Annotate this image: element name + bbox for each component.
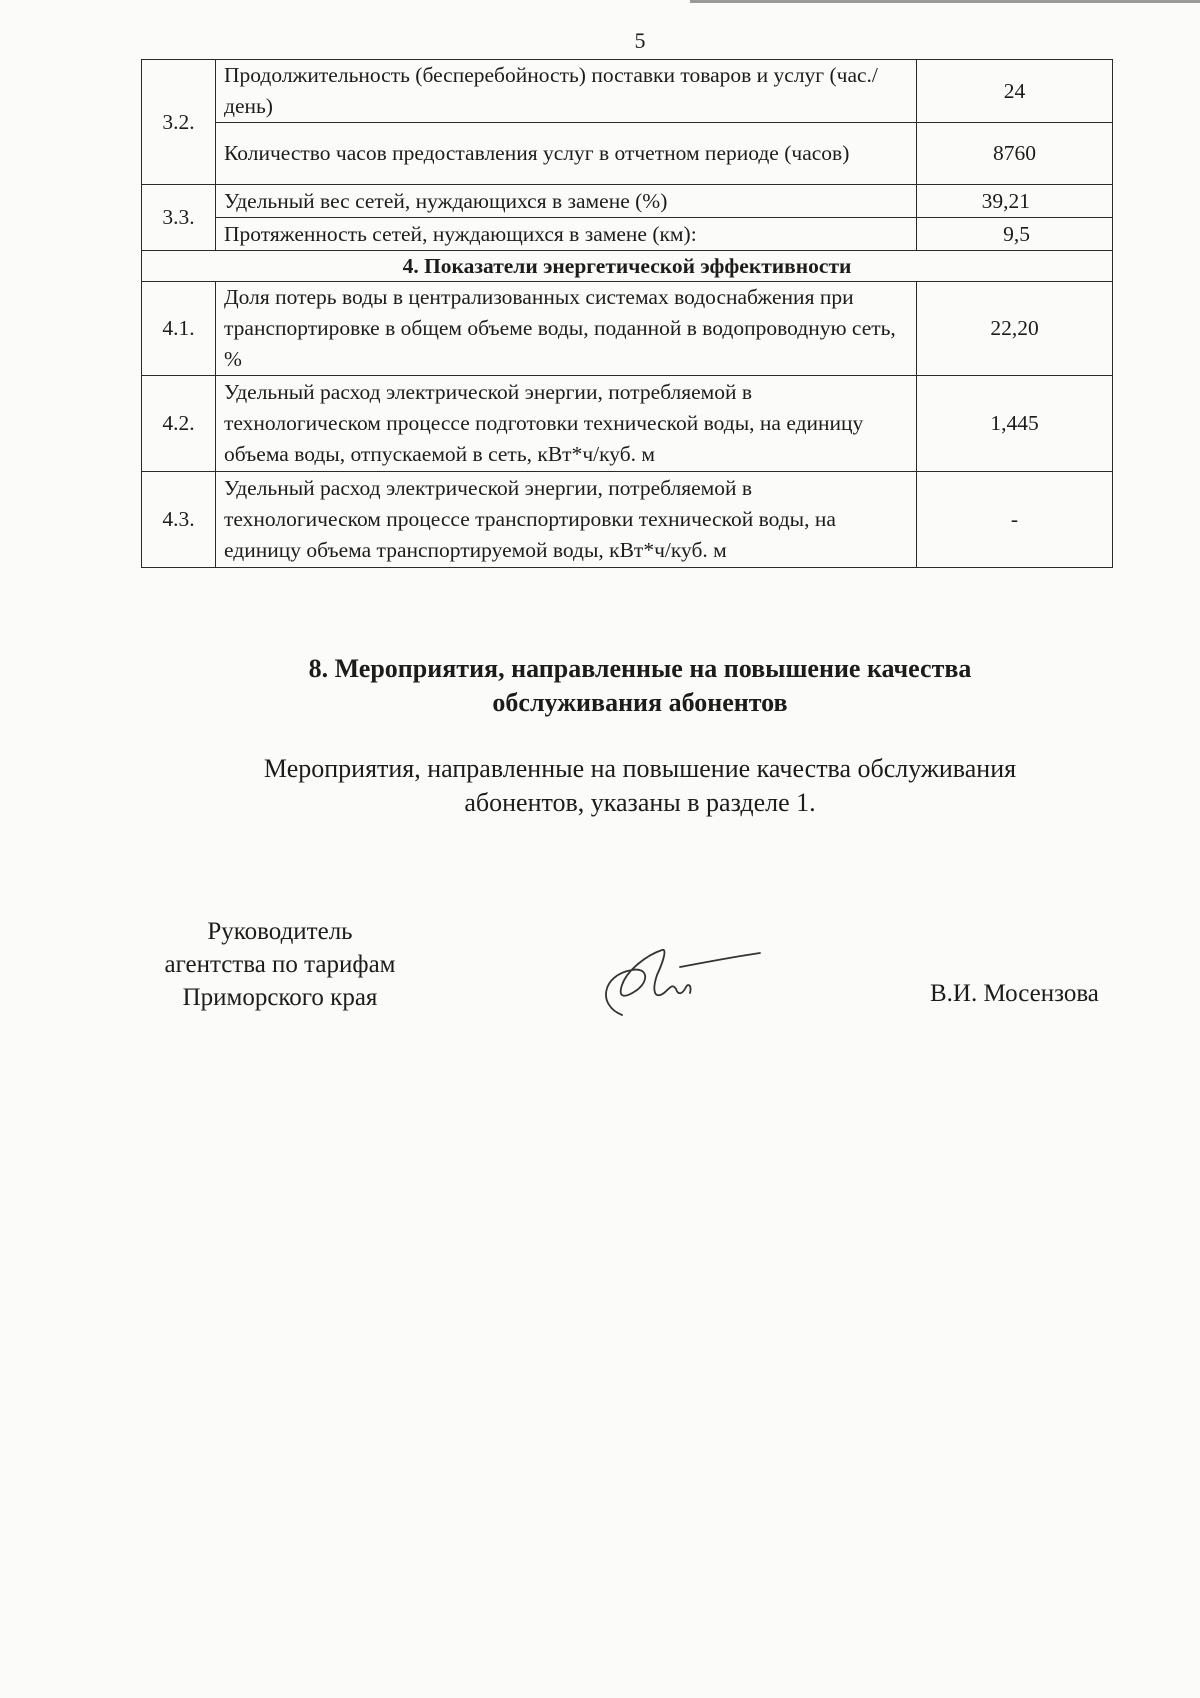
row-description: Протяженность сетей, нуждающихся в замене (км): — [216, 218, 917, 251]
row-number: 3.3. — [142, 185, 216, 251]
heading-line: обслуживания абонентов — [492, 688, 788, 717]
table-row — [142, 472, 1113, 568]
page-number: 5 — [634, 28, 646, 53]
row-description: Доля потерь воды в централизованных системах водоснабжения при транспортировке в общем объеме воды, поданной в водопроводную сеть, % — [216, 282, 917, 376]
table-row — [142, 376, 1113, 472]
table-row — [142, 185, 1113, 218]
row-number: 4.2. — [142, 376, 216, 472]
section-8-text — [170, 752, 1110, 820]
row-value: - — [917, 472, 1113, 568]
section-8-heading — [190, 652, 1090, 720]
row-value: 1,445 — [917, 376, 1113, 472]
table-row — [142, 218, 1113, 251]
row-value: 9,5 — [917, 218, 1113, 251]
row-number: 4.3. — [142, 472, 216, 568]
table-row — [142, 60, 1113, 123]
signatory-title — [130, 915, 430, 1014]
table-row — [142, 123, 1113, 185]
scan-edge-line — [690, 0, 1200, 3]
title-line: Руководитель — [207, 918, 353, 945]
row-value: 24 — [917, 60, 1113, 123]
table-row — [142, 282, 1113, 376]
text-line: Мероприятия, направленные на повышение качества обслуживания — [263, 754, 1017, 783]
row-number: 3.2. — [142, 60, 216, 185]
table-row — [142, 251, 1113, 282]
row-value: 39,21 — [917, 185, 1113, 218]
row-number: 4.1. — [142, 282, 216, 376]
row-description: Удельный расход электрической энергии, потребляемой в технологическом процессе подготовки технической воды, на единицу объема воды, отпускаемой в сеть, кВт*ч/куб. м — [216, 376, 917, 472]
section-header: 4. Показатели энергетической эффективности — [142, 251, 1113, 282]
row-value: 8760 — [917, 123, 1113, 185]
text-line: абонентов, указаны в разделе 1. — [464, 788, 816, 817]
heading-line: 8. Мероприятия, направленные на повышение качества — [308, 654, 972, 683]
row-value: 22,20 — [917, 282, 1113, 376]
handwritten-signature — [592, 945, 762, 1025]
row-description: Продолжительность (бесперебойность) поставки товаров и услуг (час./день) — [216, 60, 917, 123]
row-description: Удельный расход электрической энергии, потребляемой в технологическом процессе транспортировки технической воды, на единицу объема транспортируемой воды, кВт*ч/куб. м — [216, 472, 917, 568]
title-line: Приморского края — [182, 984, 378, 1011]
indicators-table — [141, 59, 1113, 568]
signatory-name: В.И. Мосензова — [930, 980, 1099, 1007]
row-description: Удельный вес сетей, нуждающихся в замене (%) — [216, 185, 917, 218]
title-line: агентства по тарифам — [164, 951, 396, 978]
row-description: Количество часов предоставления услуг в отчетном периоде (часов) — [216, 123, 917, 185]
